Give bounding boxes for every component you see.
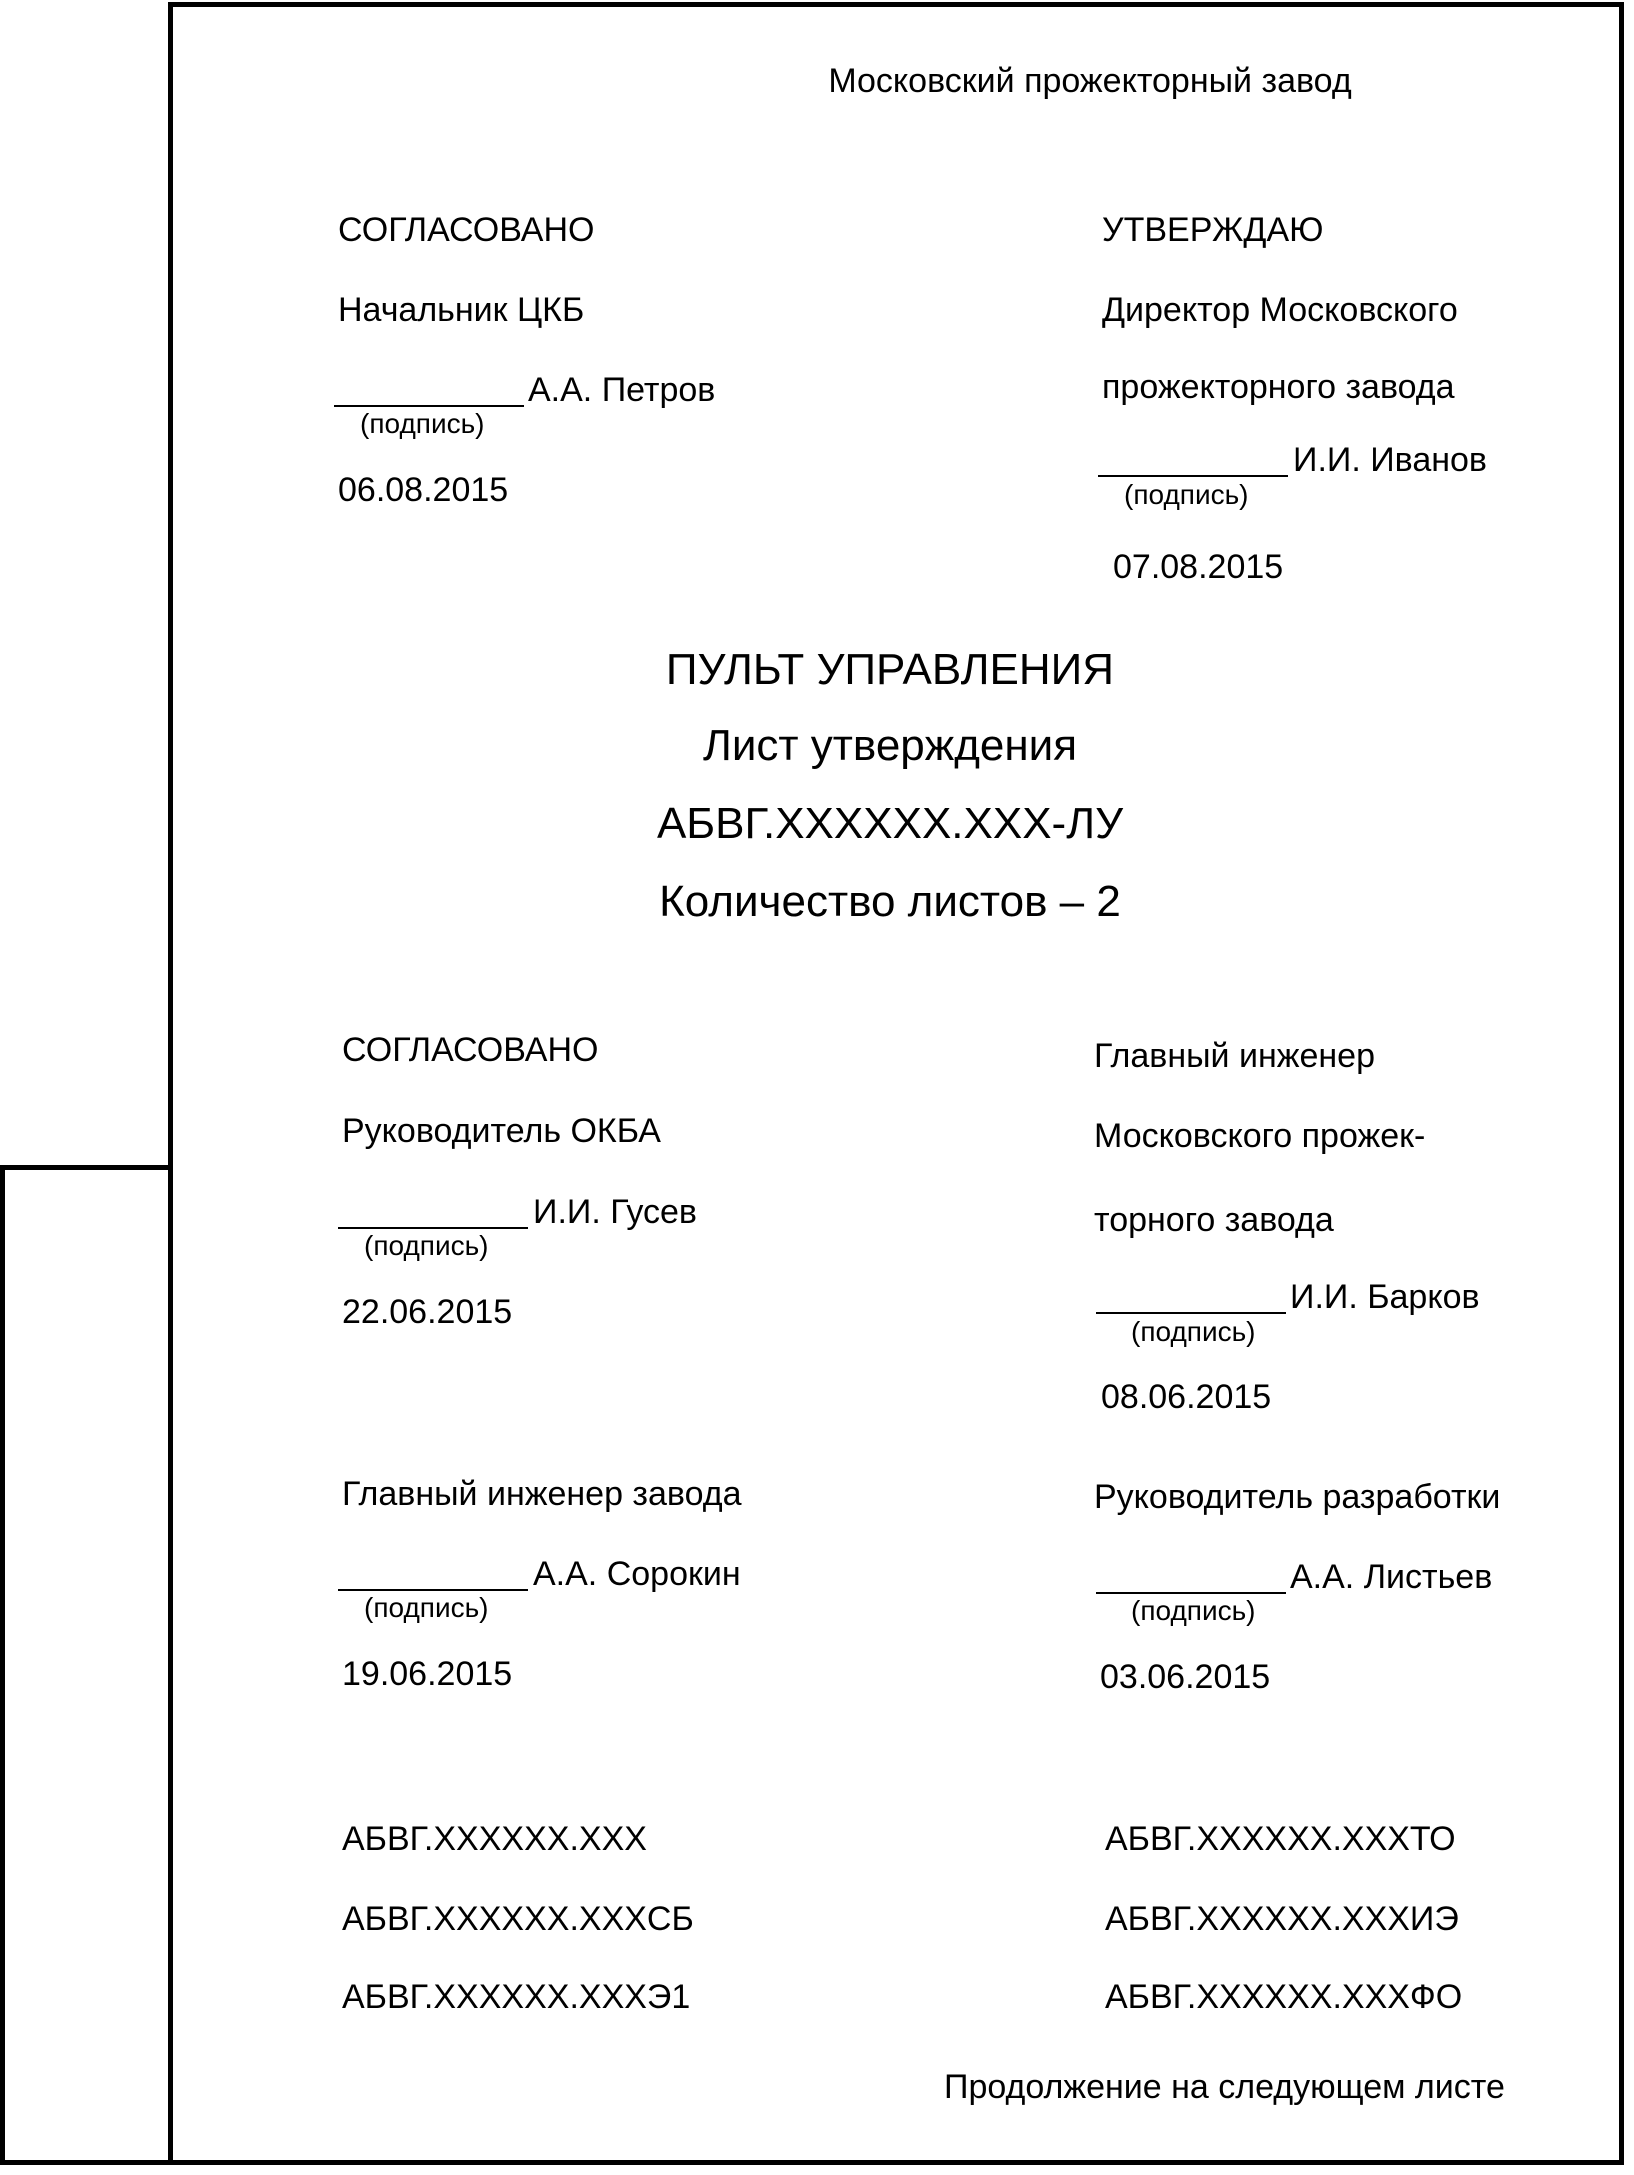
signer-name: И.И. Гусев	[533, 1193, 697, 1231]
signing-date: 07.08.2015	[1113, 548, 1284, 586]
signer-position-line1: Главный инженер	[1094, 1037, 1375, 1075]
signer-position: Руководитель ОКБА	[342, 1112, 661, 1150]
signing-date: 08.06.2015	[1101, 1378, 1272, 1416]
signature-line	[338, 1589, 528, 1591]
signature-caption: (подпись)	[1124, 479, 1249, 510]
signer-position: Главный инженер завода	[342, 1475, 742, 1513]
signature-caption: (подпись)	[360, 408, 485, 439]
product-title: ПУЛЬТ УПРАВЛЕНИЯ	[665, 645, 1115, 694]
signer-name: А.А. Петров	[528, 371, 716, 409]
signing-date: 03.06.2015	[1100, 1658, 1271, 1696]
document-code: АБВГ.XXXXXX.XXX-ЛУ	[656, 799, 1124, 848]
signer-position: Начальник ЦКБ	[338, 291, 585, 329]
signer-position-line1: Директор Московского	[1102, 291, 1458, 329]
signature-line	[1096, 1592, 1286, 1594]
signer-name: И.И. Барков	[1290, 1278, 1480, 1316]
signature-line	[1098, 475, 1288, 477]
related-doc-code: АБВГ.XXXXXX.XXXФО	[1105, 1978, 1463, 2016]
signer-name: А.А. Сорокин	[533, 1555, 741, 1593]
signature-caption: (подпись)	[1131, 1595, 1256, 1626]
signature-line	[334, 405, 524, 407]
signing-date: 19.06.2015	[342, 1655, 513, 1693]
signing-date: 06.08.2015	[338, 471, 509, 509]
signer-position-line2: прожекторного завода	[1102, 368, 1455, 406]
signer-position-line2: Московского прожек-	[1094, 1117, 1426, 1155]
approval-heading-left: СОГЛАСОВАНО	[342, 1031, 599, 1069]
signature-caption: (подпись)	[364, 1592, 489, 1623]
signer-name: И.И. Иванов	[1293, 441, 1487, 479]
signature-caption: (подпись)	[364, 1230, 489, 1261]
approval-heading-right: УТВЕРЖДАЮ	[1102, 211, 1324, 249]
signer-position: Руководитель разработки	[1094, 1478, 1501, 1516]
continuation-note: Продолжение на следующем листе	[944, 2068, 1505, 2106]
signer-name: А.А. Листьев	[1290, 1558, 1493, 1596]
related-doc-code: АБВГ.XXXXXX.XXXЭ1	[342, 1978, 691, 2016]
organization-name: Московский прожекторный завод	[828, 62, 1352, 100]
approval-heading-left: СОГЛАСОВАНО	[338, 211, 595, 249]
related-doc-code: АБВГ.XXXXXX.XXX	[342, 1820, 647, 1858]
signature-line	[338, 1227, 528, 1229]
related-doc-code: АБВГ.XXXXXX.XXXСБ	[342, 1900, 694, 1938]
signature-caption: (подпись)	[1131, 1316, 1256, 1347]
document-type: Лист утверждения	[702, 721, 1078, 770]
signing-date: 22.06.2015	[342, 1293, 513, 1331]
binding-margin-box	[0, 1165, 173, 2165]
signer-position-line3: торного завода	[1094, 1201, 1334, 1239]
sheet-count: Количество листов – 2	[659, 877, 1121, 926]
related-doc-code: АБВГ.XXXXXX.XXXИЭ	[1105, 1900, 1459, 1938]
related-doc-code: АБВГ.XXXXXX.XXXТО	[1105, 1820, 1456, 1858]
signature-line	[1096, 1312, 1286, 1314]
